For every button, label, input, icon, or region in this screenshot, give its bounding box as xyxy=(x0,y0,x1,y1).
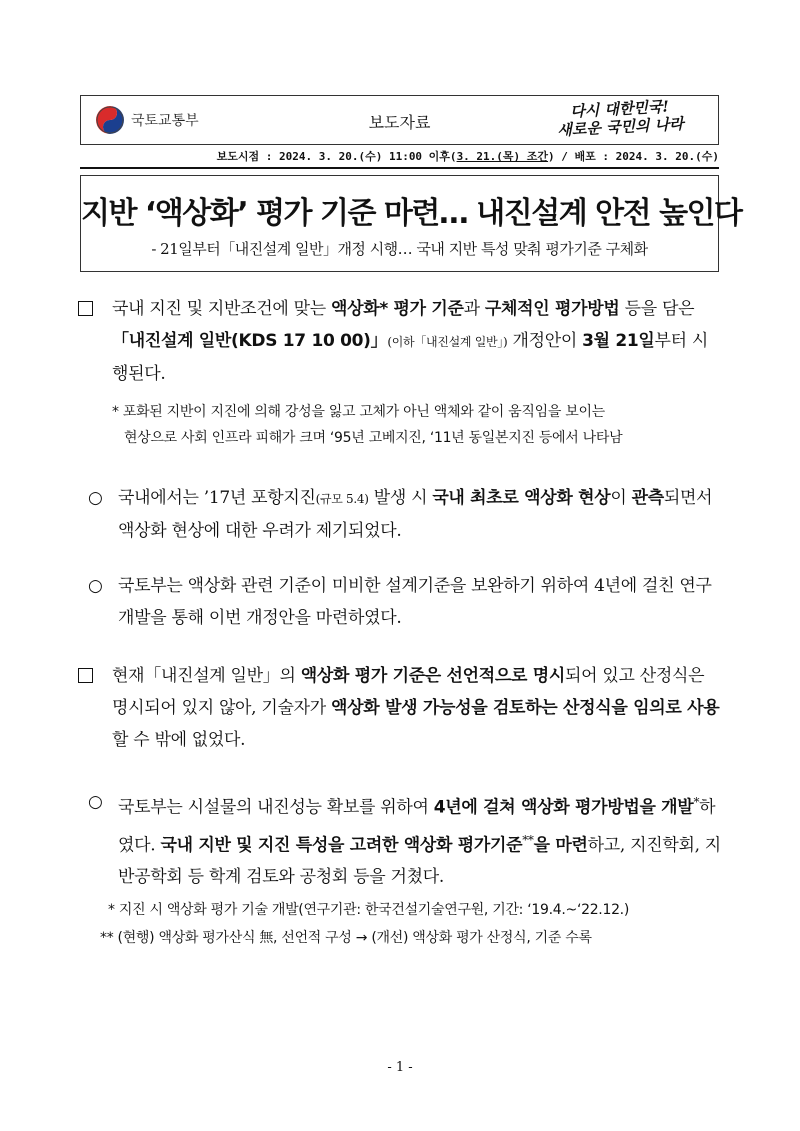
p1-bold-1: 액상화* 평가 기준 xyxy=(330,299,464,319)
square-bullet xyxy=(78,660,93,692)
p1-text-5: 부터 시행된다. xyxy=(112,331,709,384)
p4-text-1: 현재「내진설계 일반」의 xyxy=(112,666,301,686)
paragraph-3 xyxy=(88,570,724,634)
title-box xyxy=(80,175,742,272)
footnote-1-line-2: 현상으로 사회 인프라 피해가 크며 ‘95년 고베지진, ‘11년 동일본지진 등에서 나타남 xyxy=(124,430,623,446)
p2-text-2: 발생 시 xyxy=(368,488,433,508)
document-type: 보도자료 xyxy=(368,113,431,132)
p5-text-2: 하였다. xyxy=(118,797,716,856)
p5-bold-3: 을 마련 xyxy=(533,835,588,856)
page-subtitle: - 21일부터「내진설계 일반」개정 시행… 국내 지반 특성 맞춰 평가기준 구체화 xyxy=(151,240,648,258)
slogan-line-1: 다시 대한민국! xyxy=(569,97,670,121)
p2-small-1: (규모 5.4) xyxy=(315,492,369,506)
p2-bold-1: 국내 최초로 액상화 현상 xyxy=(432,488,611,508)
p3-text-1: 국토부는 액상화 관련 기준이 미비한 설계기준을 보완하기 위하여 4년에 걸친 연구개발을 통해 이번 개정안을 마련하였다. xyxy=(118,576,712,628)
p1-bold-3: 「내진설계 일반(KDS 17 10 00)」 xyxy=(112,331,388,351)
release-text-after: ) / 배포 : 2024. 3. 20.(수) xyxy=(548,150,719,163)
p5-text-1: 국토부는 시설물의 내진성능 확보를 위하여 xyxy=(118,797,434,818)
page-number: - 1 - xyxy=(387,1060,413,1075)
release-info xyxy=(80,149,719,169)
page-title: 지반 ‘액상화’ 평가 기준 마련… 내진설계 안전 높인다 xyxy=(81,196,742,231)
paragraph-1 xyxy=(112,293,724,390)
p2-bold-2: 관측 xyxy=(631,488,664,508)
p4-bold-2: 액상화 발생 가능성을 검토하는 산정식을 임의로 사용 xyxy=(330,698,720,718)
p2-text-1: 국내에서는 ’17년 포항지진 xyxy=(118,488,316,508)
p4-text-3: 할 수 밖에 없었다. xyxy=(112,730,246,750)
circle-bullet: ○ xyxy=(88,488,103,508)
footnote-2-line-2: ** (현행) 액상화 평가산식 無, 선언적 구성 → (개선) 액상화 평가 산정식, 기준 수록 xyxy=(100,930,592,946)
p1-text-4: 개정안이 xyxy=(507,331,583,351)
slogan xyxy=(539,96,701,140)
paragraph-5 xyxy=(88,786,724,893)
p1-small-1: (이하「내진설계 일반」) xyxy=(387,335,508,349)
p1-text-1: 국내 지진 및 지반조건에 맞는 xyxy=(112,299,331,319)
footnote-2-line-1: * 지진 시 액상화 평가 기술 개발(연구기관: 한국건설기술연구원, 기간: ‘19.4.~‘22.12.) xyxy=(108,902,629,918)
p1-text-3: 등을 담은 xyxy=(619,299,695,319)
p5-text-3: 하고, 지진학회, 지반공학회 등 학계 검토와 공청회 등을 거쳤다. xyxy=(118,835,721,888)
p5-bold-2: 국내 지반 및 지진 특성을 고려한 액상화 평가기준 xyxy=(160,835,523,856)
p5-bold-1: 4년에 걸쳐 액상화 평가방법을 개발 xyxy=(433,797,694,818)
release-text-underlined: 3. 21.(목) 조간 xyxy=(456,150,549,163)
p4-text-2: 되어 있고 산정식은 명시되어 있지 않아, 기술자가 xyxy=(112,666,705,718)
p5-sup-1: * xyxy=(693,795,700,809)
circle-bullet: ○ xyxy=(88,576,103,596)
square-bullet xyxy=(78,293,93,325)
p1-bold-2: 구체적인 평가방법 xyxy=(484,299,620,319)
paragraph-2 xyxy=(88,482,724,547)
circle-bullet: ○ xyxy=(88,792,103,812)
slogan-line-2: 새로운 국민의 나라 xyxy=(556,114,685,140)
paragraph-4 xyxy=(112,660,724,756)
p1-bold-4: 3월 21일 xyxy=(582,331,655,351)
header-box xyxy=(80,95,719,145)
ministry-name: 국토교통부 xyxy=(131,113,199,129)
footnote-1-line-1: * 포화된 지반이 지진에 의해 강성을 잃고 고체가 아닌 액체와 같이 움직임을 보이는 xyxy=(112,404,605,420)
release-text-before: 보도시점 : 2024. 3. 20.(수) 11:00 이후( xyxy=(216,150,457,163)
p5-sup-2: ** xyxy=(522,832,534,847)
p2-text-4: 되면서 액상화 현상에 대한 우려가 제기되었다. xyxy=(118,488,713,541)
p2-text-3: 이 xyxy=(610,488,632,508)
p4-bold-1: 액상화 평가 기준은 선언적으로 명시 xyxy=(300,666,566,686)
p1-text-2: 과 xyxy=(463,299,485,319)
